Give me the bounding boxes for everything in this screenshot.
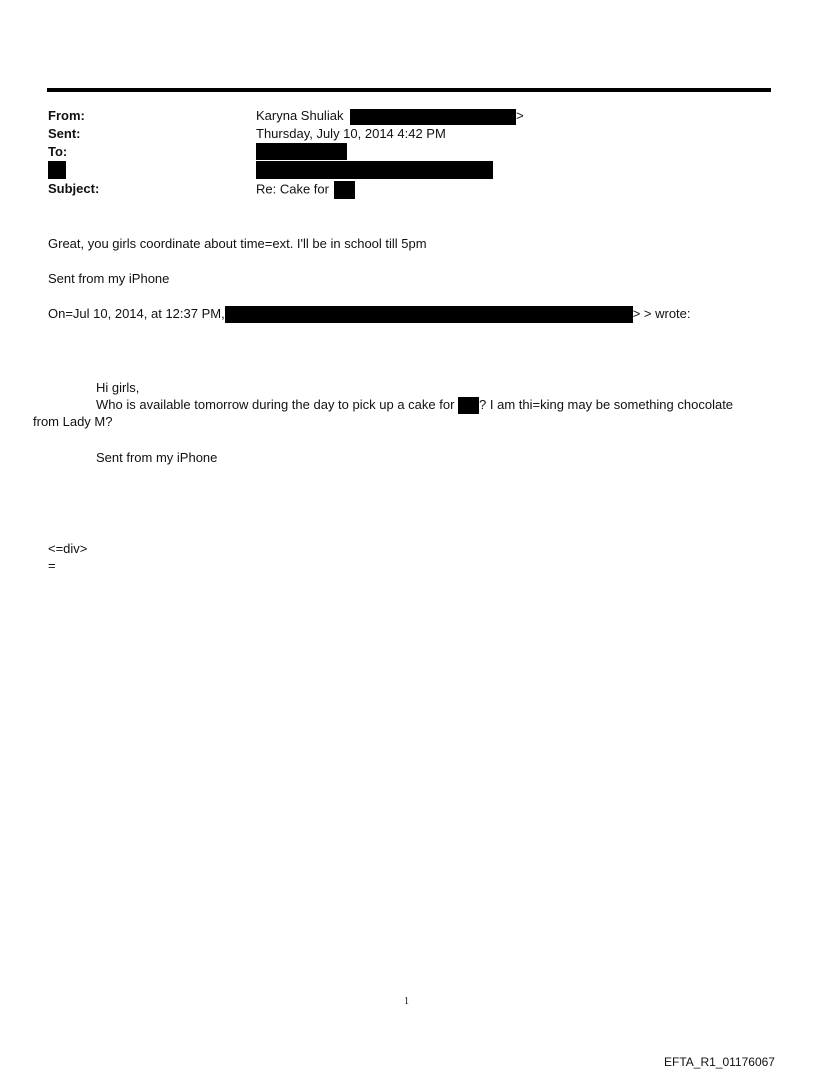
subject-value [256, 181, 355, 199]
subject-label: Subject: [48, 181, 100, 196]
redaction-quote-name [458, 397, 479, 414]
quote-suffix: > > wrote: [632, 306, 691, 321]
header-rule [47, 88, 771, 92]
reply-signature: Sent from my iPhone [48, 271, 170, 286]
quote-signature: Sent from my iPhone [96, 450, 218, 465]
quote-header [48, 306, 691, 323]
from-value [256, 108, 524, 125]
redaction-subject [334, 181, 355, 199]
quote-message-b: ? I am thi=king may be something chocolate [479, 397, 734, 412]
from-name: Karyna Shuliak [256, 108, 344, 123]
sent-label: Sent: [48, 126, 81, 141]
sent-value: Thursday, July 10, 2014 4:42 PM [256, 126, 446, 141]
redaction-to-1 [256, 143, 347, 160]
reply-line: Great, you girls coordinate about time=ext. I'll be in school till 5pm [48, 236, 427, 251]
from-label: From: [48, 108, 85, 123]
redaction-cc-label [48, 161, 66, 179]
redaction-quote-sender [225, 306, 633, 323]
page-number: 1 [404, 996, 409, 1007]
equals-line: = [48, 558, 56, 573]
to-label: To: [48, 144, 68, 159]
quote-message-line [96, 397, 733, 414]
quote-greeting: Hi girls, [96, 380, 140, 395]
bates-number: EFTA_R1_01176067 [664, 1055, 775, 1069]
from-suffix: > [516, 108, 524, 123]
quote-message-a: Who is available tomorrow during the day to pick up a cake for [96, 397, 455, 412]
quote-message-c: from Lady M? [33, 414, 113, 429]
div-tag: <=div> [48, 541, 88, 556]
subject-text: Re: Cake for [256, 181, 329, 197]
redaction-to-2 [256, 161, 493, 179]
redaction-email [350, 109, 516, 125]
quote-prefix: On=Jul 10, 2014, at 12:37 PM, [48, 306, 225, 321]
